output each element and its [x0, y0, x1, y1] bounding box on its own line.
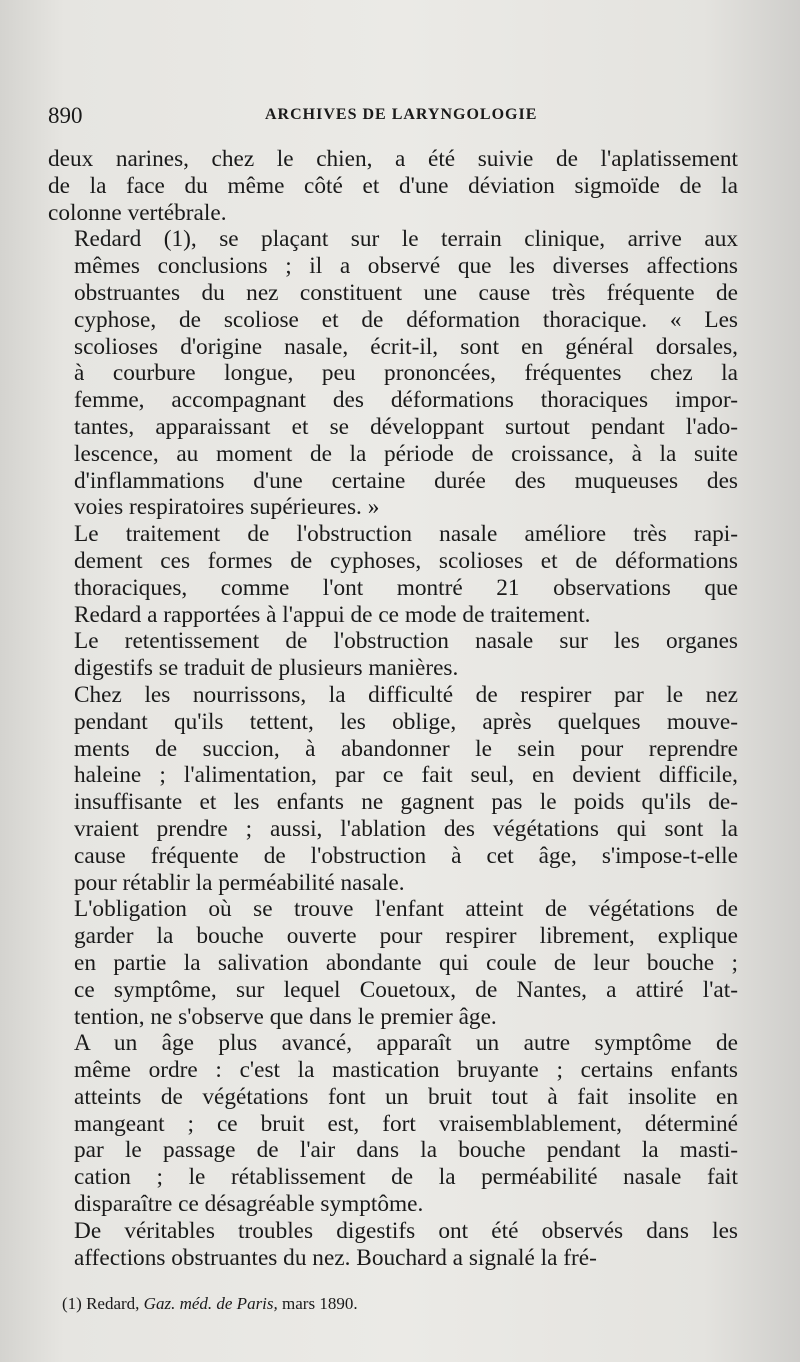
text-line: vraient prendre ; aussi, l'ablation des végétations qui sont la — [74, 815, 738, 842]
running-head — [48, 103, 738, 131]
text-line: cyphose, de scoliose et de déformation thoracique. « Les — [74, 306, 738, 333]
text-line: Redard (1), se plaçant sur le terrain clinique, arrive aux — [74, 226, 738, 253]
text-line: lescence, au moment de la période de croissance, à la suite — [74, 440, 738, 467]
paragraph — [48, 146, 738, 226]
text-line: même ordre : c'est la mastication bruyante ; certains enfants — [74, 1057, 738, 1084]
text-line: voies respiratoires supérieures. » — [74, 494, 380, 521]
text-line: insuffisante et les enfants ne gagnent pas le poids qu'ils de- — [74, 789, 738, 816]
text-line: disparaître ce désagréable symptôme. — [74, 1191, 424, 1218]
text-line: par le passage de l'air dans la bouche pendant la masti- — [74, 1137, 738, 1164]
paragraph — [48, 226, 738, 521]
text-line: pendant qu'ils tettent, les oblige, après quelques mouve- — [74, 708, 738, 735]
text-line: Le traitement de l'obstruction nasale améliore très rapi- — [74, 521, 738, 548]
footnote-date: mars 1890. — [282, 1294, 358, 1313]
text-line: De véritables troubles digestifs ont été observés dans les — [74, 1217, 738, 1244]
text-line: Redard a rapportées à l'appui de ce mode de traitement. — [74, 601, 591, 628]
footnote-marker: (1) — [62, 1294, 82, 1313]
footnote — [62, 1293, 712, 1315]
text-line: tention, ne s'observe que dans le premier âge. — [74, 1003, 497, 1030]
text-line: thoraciques, comme l'ont montré 21 observations que — [74, 574, 738, 601]
text-line: en partie la salivation abondante qui coule de leur bouche ; — [74, 949, 738, 976]
text-line: mêmes conclusions ; il a observé que les diverses affections — [74, 253, 738, 280]
text-line: tantes, apparaissant et se développant surtout pendant l'ado- — [74, 413, 738, 440]
text-line: scolioses d'origine nasale, écrit-il, sont en général dorsales, — [74, 333, 738, 360]
text-line: cause fréquente de l'obstruction à cet âge, s'impose-t-elle — [74, 842, 738, 869]
text-line: digestifs se traduit de plusieurs manières. — [74, 655, 459, 682]
text-line: mangeant ; ce bruit est, fort vraisemblablement, déterminé — [74, 1110, 738, 1137]
text-line: Chez les nourrissons, la difficulté de respirer par le nez — [74, 681, 738, 708]
paragraph — [48, 628, 738, 682]
text-line: d'inflammations d'une certaine durée des muqueuses des — [74, 467, 738, 494]
text-line: atteints de végétations font un bruit tout à fait insolite en — [74, 1083, 738, 1110]
text-line: deux narines, chez le chien, a été suivie de l'aplatissement — [48, 146, 738, 172]
page-number: 890 — [48, 103, 83, 128]
paragraph — [48, 521, 738, 628]
text-line: haleine ; l'alimentation, par ce fait seul, en devient difficile, — [74, 762, 738, 789]
text-line: obstruantes du nez constituent une cause très fréquente de — [74, 279, 738, 306]
journal-title: ARCHIVES DE LARYNGOLOGIE — [265, 106, 538, 123]
text-line: dement ces formes de cyphoses, scolioses et de déformations — [74, 547, 738, 574]
body-text — [48, 146, 738, 1271]
text-line: ments de succion, à abandonner le sein pour reprendre — [74, 735, 738, 762]
paragraph — [48, 1218, 738, 1272]
text-line: affections obstruantes du nez. Bouchard a signalé la fré- — [74, 1244, 597, 1271]
paragraph — [48, 896, 738, 1030]
footnote-author: Redard, — [86, 1294, 140, 1313]
paragraph — [48, 682, 738, 896]
text-line: A un âge plus avancé, apparaît un autre symptôme de — [74, 1030, 738, 1057]
text-line: de la face du même côté et d'une déviation sigmoïde de la — [48, 172, 738, 199]
text-line: femme, accompagnant des déformations thoraciques impor- — [74, 387, 738, 414]
text-line: L'obligation où se trouve l'enfant atteint de végétations de — [74, 896, 738, 923]
text-line: à courbure longue, peu prononcées, fréquentes chez la — [74, 360, 738, 387]
text-line: pour rétablir la perméabilité nasale. — [74, 869, 405, 896]
text-line: cation ; le rétablissement de la perméabilité nasale fait — [74, 1164, 738, 1191]
text-line: colonne vertébrale. — [48, 199, 227, 226]
text-line: Le retentissement de l'obstruction nasale sur les organes — [74, 628, 738, 655]
text-line: garder la bouche ouverte pour respirer librement, explique — [74, 923, 738, 950]
paragraph — [48, 1030, 738, 1218]
text-line: ce symptôme, sur lequel Couetoux, de Nantes, a attiré l'at- — [74, 976, 738, 1003]
footnote-source: Gaz. méd. de Paris, — [143, 1294, 278, 1313]
